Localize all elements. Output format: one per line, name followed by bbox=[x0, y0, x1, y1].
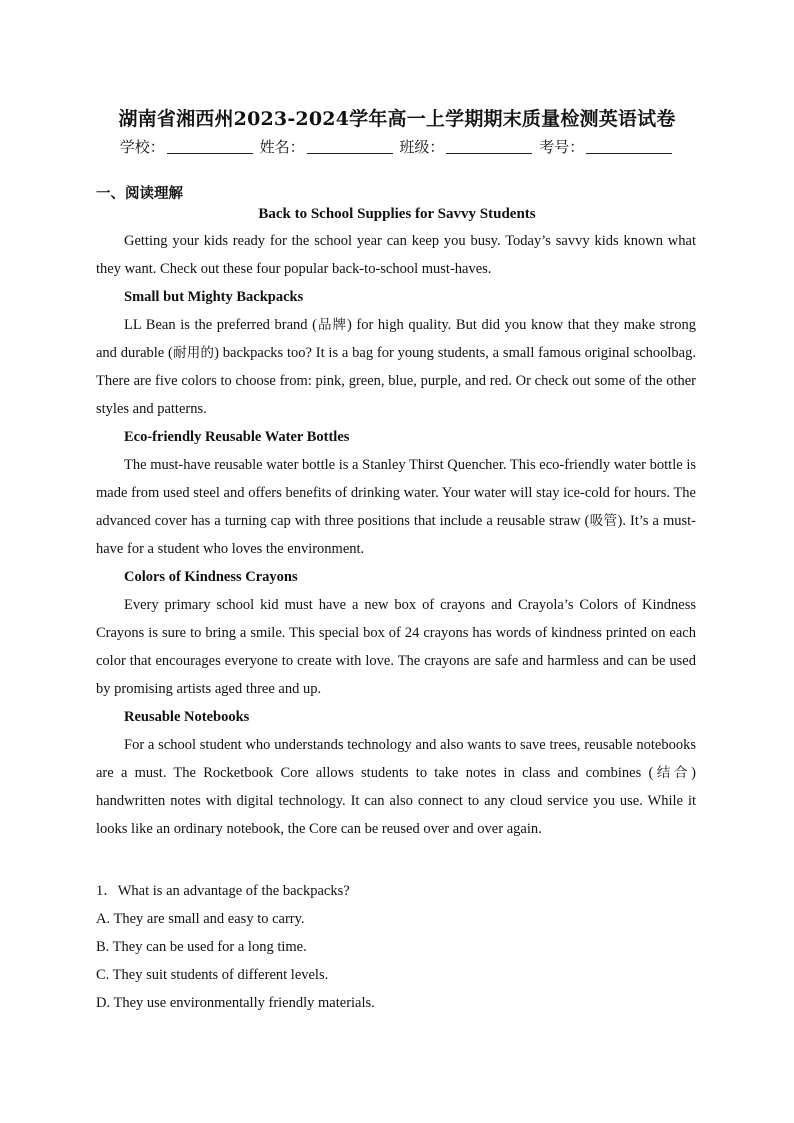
question-stem: 1．What is an advantage of the backpacks? bbox=[96, 883, 350, 899]
crayons-paragraph: Every primary school kid must have a new box of crayons and Crayola’s Colors of Kindness Crayons is sure to bring a smile. This special box of 24 crayons has words of kindness printed on each color that encourages everyone to create with love. The crayons are safe and harmless and can be used by promising artists aged three and up. bbox=[96, 597, 696, 697]
option-a[interactable]: A. They are small and easy to carry. bbox=[96, 911, 305, 927]
gloss-combine: 结合 bbox=[653, 765, 692, 781]
notebooks-heading: Reusable Notebooks bbox=[124, 709, 250, 725]
gloss-brand: 品牌 bbox=[317, 317, 347, 333]
gloss-durable: 耐用的 bbox=[172, 345, 215, 361]
section-heading: 一、阅读理解 bbox=[96, 186, 183, 202]
class-blank[interactable] bbox=[446, 139, 532, 154]
backpacks-paragraph bbox=[96, 311, 696, 423]
backpacks-heading: Small but Mighty Backpacks bbox=[124, 289, 304, 305]
number-label: 考号： bbox=[539, 138, 585, 156]
bottles-text-1: The must-have reusable water bottle is a Stanley Thirst Quencher. This eco-friendly water bottle is made from used steel and offers benefits of drinking water. Your water will stay ice-cold for hours. The advanced cover has a turning cap with three positions that include a reusable straw ( bbox=[96, 457, 696, 529]
option-b[interactable]: B. They can be used for a long time. bbox=[96, 939, 307, 955]
number-blank[interactable] bbox=[586, 139, 672, 154]
name-label: 姓名： bbox=[259, 138, 305, 156]
school-blank[interactable] bbox=[167, 139, 253, 154]
gloss-straw: 吸管 bbox=[589, 513, 618, 529]
notebooks-text-1: For a school student who understands technology and also wants to save trees, reusable notebooks are a must. The Rocketbook Core allows students to take notes in class and combines ( bbox=[96, 737, 696, 781]
crayons-heading: Colors of Kindness Crayons bbox=[124, 569, 298, 585]
backpacks-text-3: ) backpacks too? It is a bag for young students, a small famous original schoolbag. There are five colors to choose from: pink, green, blue, purple, and red. Or check out some of the other styles and patterns. bbox=[96, 345, 696, 417]
backpacks-text-2: ) for high quality. But did you know that they make strong and durable ( bbox=[96, 317, 696, 361]
backpacks-text-1: LL Bean is the preferred brand ( bbox=[124, 317, 317, 333]
bottles-paragraph bbox=[96, 451, 696, 563]
notebooks-text-2: ) handwritten notes with digital technology. It can also connect to any cloud service you use. While it looks like an ordinary notebook, the Core can be reused over and over again. bbox=[96, 765, 696, 837]
class-label: 班级： bbox=[399, 138, 445, 156]
passage-title: Back to School Supplies for Savvy Students bbox=[258, 206, 536, 222]
school-label: 学校： bbox=[119, 138, 165, 156]
notebooks-paragraph bbox=[96, 731, 696, 843]
question-1 bbox=[96, 877, 696, 1017]
name-blank[interactable] bbox=[307, 139, 393, 154]
intro-paragraph: Getting your kids ready for the school year can keep you busy. Today’s savvy kids known what they want. Check out these four popular back-to-school must-haves. bbox=[96, 233, 696, 277]
passage-body bbox=[96, 227, 696, 843]
option-c[interactable]: C. They suit students of different levels. bbox=[96, 967, 329, 983]
option-d[interactable]: D. They use environmentally friendly materials. bbox=[96, 995, 375, 1011]
exam-title: 湖南省湘西州2023-2024学年高一上学期期末质量检测英语试卷 bbox=[118, 108, 676, 130]
bottles-heading: Eco-friendly Reusable Water Bottles bbox=[124, 429, 350, 445]
student-info-line bbox=[0, 136, 794, 157]
bottles-text-2: ). It’s a must-have for a student who loves the environment. bbox=[96, 513, 697, 557]
